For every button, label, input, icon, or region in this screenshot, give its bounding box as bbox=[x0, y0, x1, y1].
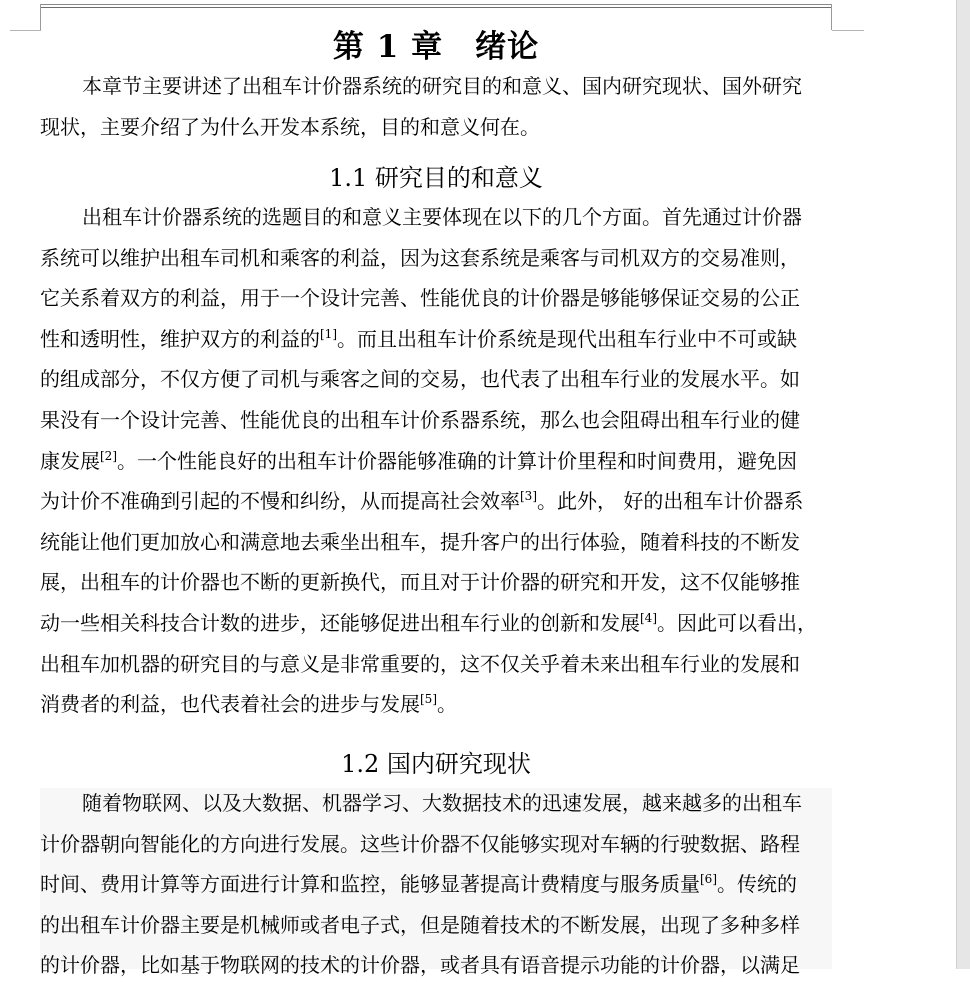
line-text: 康发展 bbox=[40, 448, 100, 473]
section-heading-1-1: 1.1 研究目的和意义 bbox=[329, 164, 543, 192]
line-text-continued: 。 bbox=[437, 692, 457, 717]
paragraph-line bbox=[40, 824, 832, 865]
line-text: 时间、费用计算等方面进行计算和监控，能够显著提高计费精度与服务质量 bbox=[40, 872, 700, 897]
chapter-title: 第 1 章 绪论 bbox=[332, 29, 540, 65]
paragraph-line bbox=[40, 197, 832, 238]
line-text: 出租车加机器的研究目的与意义是非常重要的，这不仅关乎着未来出租车行业的发展和 bbox=[40, 651, 800, 676]
section-1-2-paragraph bbox=[40, 783, 832, 986]
line-text: 统能让他们更加放心和满意地去乘坐出租车，提升客户的出行体验，随着科技的不断发 bbox=[40, 529, 800, 554]
line-text: 性和透明性，维护双方的利益的 bbox=[40, 326, 320, 351]
paragraph-line bbox=[40, 238, 832, 279]
line-text: 随着物联网、以及大数据、机器学习、大数据技术的迅速发展，越来越多的出租车 bbox=[82, 791, 802, 815]
intro-paragraph bbox=[40, 66, 832, 147]
margin-corner-left bbox=[10, 30, 41, 31]
citation-reference[interactable]: [4] bbox=[640, 610, 657, 625]
paragraph-line bbox=[40, 644, 832, 685]
intro-line: 本章节主要讲述了出租车计价器系统的研究目的和意义、国内研究现状、国外研究 bbox=[82, 74, 802, 98]
line-text-continued: 。因此可以看出， bbox=[657, 610, 817, 635]
paragraph-line bbox=[40, 522, 832, 563]
line-text: 的出租车计价器主要是机械师或者电子式，但是随着技术的不断发展，出现了多种多样 bbox=[40, 912, 800, 937]
vertical-scrollbar[interactable] bbox=[956, 0, 970, 969]
line-text-continued: 。一个性能良好的出租车计价器能够准确的计算计价里程和时间费用，避免因 bbox=[117, 448, 797, 473]
section-1-1-paragraph bbox=[40, 197, 832, 725]
line-text: 动一些相关科技合计数的进步，还能够促进出租车行业的创新和发展 bbox=[40, 610, 640, 635]
line-text: 它关系着双方的利益，用于一个设计完善、性能优良的计价器是够能够保证交易的公正 bbox=[40, 286, 800, 311]
line-text: 计价器朝向智能化的方向进行发展。这些计价器不仅能够实现对车辆的行驶数据、路程 bbox=[40, 831, 800, 856]
paragraph-line bbox=[40, 359, 832, 400]
page-top-border-inner bbox=[40, 7, 832, 8]
citation-reference[interactable]: [3] bbox=[520, 489, 537, 504]
citation-reference[interactable]: [5] bbox=[420, 692, 437, 707]
paragraph-line bbox=[40, 905, 832, 946]
paragraph-line bbox=[40, 441, 832, 482]
citation-reference[interactable]: [6] bbox=[700, 872, 717, 887]
paragraph-line bbox=[40, 783, 832, 824]
citation-reference[interactable]: [1] bbox=[320, 326, 337, 341]
line-text: 为计价不准确到引起的不慢和纠纷，从而提高社会效率 bbox=[40, 489, 520, 514]
paragraph-line bbox=[40, 481, 832, 522]
line-text-continued: 。而且出租车计价系统是现代出租车行业中不可或缺 bbox=[337, 326, 797, 351]
line-text: 展，出租车的计价器也不断的更新换代，而且对于计价器的研究和开发，这不仅能够推 bbox=[40, 570, 800, 595]
line-text: 系统可以维护出租车司机和乘客的利益，因为这套系统是乘客与司机双方的交易准则， bbox=[40, 245, 800, 270]
line-text: 出租车计价器系统的选题目的和意义主要体现在以下的几个方面。首先通过计价器 bbox=[82, 205, 802, 229]
line-text: 的计价器，比如基于物联网的技术的计价器，或者具有语音提示功能的计价器，以满足 bbox=[40, 953, 800, 978]
page-top-border bbox=[40, 4, 832, 5]
line-text: 的组成部分，不仅方便了司机与乘客之间的交易，也代表了出租车行业的发展水平。如 bbox=[40, 367, 800, 392]
line-text: 消费者的利益，也代表着社会的进步与发展 bbox=[40, 692, 420, 717]
margin-corner-right bbox=[832, 30, 864, 31]
paragraph-line bbox=[40, 603, 832, 644]
paragraph-line bbox=[40, 945, 832, 986]
paragraph-line bbox=[40, 684, 832, 725]
line-text: 果没有一个设计完善、性能优良的出租车计价系器系统，那么也会阻碍出租车行业的健 bbox=[40, 407, 800, 432]
paragraph-line bbox=[40, 562, 832, 603]
citation-reference[interactable]: [2] bbox=[100, 448, 117, 463]
intro-line: 现状，主要介绍了为什么开发本系统，目的和意义何在。 bbox=[40, 114, 540, 139]
paragraph-line bbox=[40, 319, 832, 360]
line-text-continued: 。此外， 好的出租车计价器系 bbox=[537, 489, 804, 514]
line-text-continued: 。传统的 bbox=[717, 872, 797, 897]
paragraph-line bbox=[40, 278, 832, 319]
section-heading-1-2: 1.2 国内研究现状 bbox=[341, 750, 531, 778]
paragraph-line bbox=[40, 400, 832, 441]
paragraph-line bbox=[40, 864, 832, 905]
